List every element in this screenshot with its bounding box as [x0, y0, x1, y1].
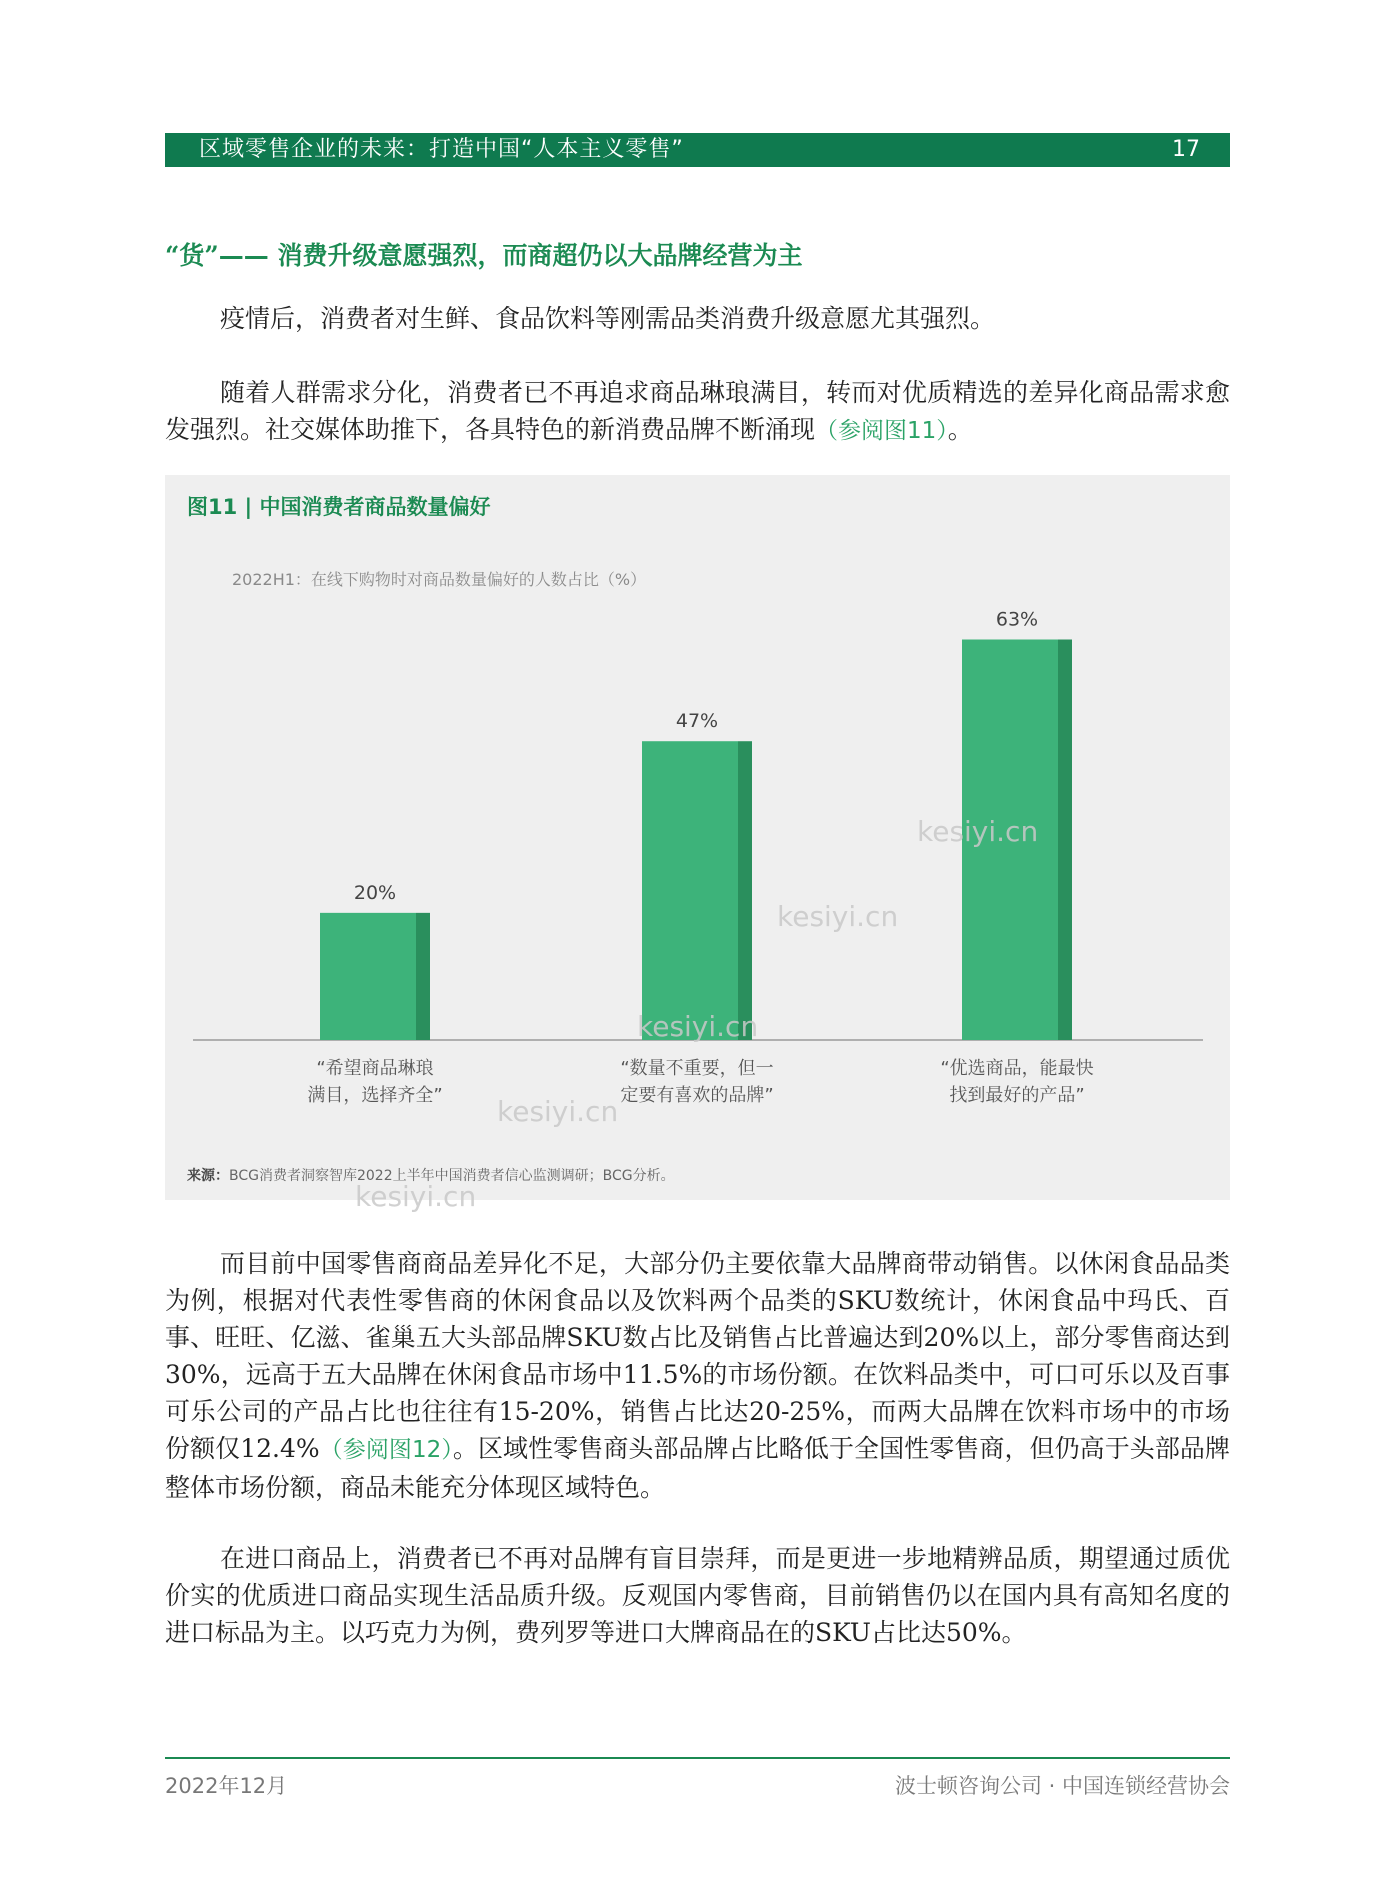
footer-org: 波士顿咨询公司 · 中国连锁经营协会 — [894, 1774, 1230, 1798]
bar-value-label: 20% — [353, 881, 397, 904]
watermark: kesiyi.cn — [637, 1010, 759, 1043]
source-label: 来源： — [187, 1168, 229, 1184]
paragraph-2 — [165, 374, 1230, 450]
source-text: BCG消费者洞察智库2022上半年中国消费者信心监测调研；BCG分析。 — [229, 1168, 675, 1184]
category-label-line: 找到最好的产品” — [949, 1085, 1085, 1106]
paragraph-3-text: 而目前中国零售商商品差异化不足，大部分仍主要依靠大品牌商带动销售。以休闲食品品类为例，根据对代表性零售商的休闲食品以及饮料两个品类的SKU数统计，休闲食品中玛氏、百事、旺旺、亿滋、雀巢五大头部品牌SKU数占比及销售占比普遍达到20%以上，部分零售商达到30%，远高于五大品牌在休闲食品市场中11.5%的市场份额。在饮料品类中，可口可乐以及百事可乐公司的产品占比也往往有15-20%，销售占比达20-25%，而两大品牌在饮料市场中的市场份额仅12.4% — [165, 1249, 1230, 1463]
paragraph-2-text: 随着人群需求分化，消费者已不再追求商品琳琅满目，转而对优质精选的差异化商品需求愈发强烈。社交媒体助推下，各具特色的新消费品牌不断涌现 — [165, 378, 1230, 444]
bar — [320, 913, 416, 1040]
category-label-line: “希望商品琳琅 — [316, 1058, 434, 1079]
bar-side — [738, 741, 752, 1040]
figure-11-reference-link[interactable]: （参阅图11） — [815, 418, 948, 444]
chart-subtitle: 2022H1：在线下购物时对商品数量偏好的人数占比（%） — [232, 570, 647, 589]
paragraph-4: 在进口商品上，消费者已不再对品牌有盲目崇拜，而是更进一步地精辨品质，期望通过质优价实的优质进口商品实现生活品质升级。反观国内零售商，目前销售仍以在国内具有高知名度的进口标品为主。以巧克力为例，费列罗等进口大牌商品在的SKU占比达50%。 — [165, 1544, 1230, 1647]
watermark: kesiyi.cn — [497, 1095, 619, 1128]
paragraph-3-end: 。区域性零售商头部品牌占比略低于全国性零售商，但仍高于头部品牌整体市场份额，商品未能充分体现区域特色。 — [165, 1434, 1230, 1502]
watermark: kesiyi.cn — [917, 815, 1039, 848]
category-label-line: 定要有喜欢的品牌” — [620, 1085, 774, 1106]
category-label-line: “数量不重要，但一 — [620, 1058, 774, 1079]
watermark: kesiyi.cn — [777, 900, 899, 933]
footer-divider — [165, 1757, 1230, 1759]
figure-12-reference-link[interactable]: （参阅图12） — [319, 1437, 453, 1463]
category-label — [887, 1055, 1147, 1109]
bar — [642, 741, 738, 1040]
footer-date: 2022年12月 — [165, 1774, 288, 1798]
header-title: 区域零售企业的未来：打造中国“人本主义零售” — [199, 137, 684, 162]
paragraph-2-end: 。 — [947, 415, 973, 444]
category-label-line: 满目，选择齐全” — [307, 1085, 443, 1106]
paragraph-1: 疫情后，消费者对生鲜、食品饮料等刚需品类消费升级意愿尤其强烈。 — [220, 304, 996, 333]
bar-side — [416, 913, 430, 1040]
section-heading: “货”—— 消费升级意愿强烈，而商超仍以大品牌经营为主 — [165, 241, 803, 270]
bar-value-label: 47% — [675, 710, 719, 733]
figure-title: 图11 | 中国消费者商品数量偏好 — [187, 495, 491, 519]
page-number: 17 — [1172, 137, 1200, 162]
bar-value-label: 63% — [995, 608, 1039, 631]
paragraph-3 — [165, 1245, 1230, 1506]
bar-side — [1058, 640, 1072, 1041]
header-bar — [165, 133, 1230, 167]
watermark: kesiyi.cn — [355, 1180, 477, 1213]
figure-11 — [165, 475, 1230, 1213]
category-label — [245, 1055, 505, 1109]
category-label-line: “优选商品，能最快 — [940, 1058, 1094, 1079]
